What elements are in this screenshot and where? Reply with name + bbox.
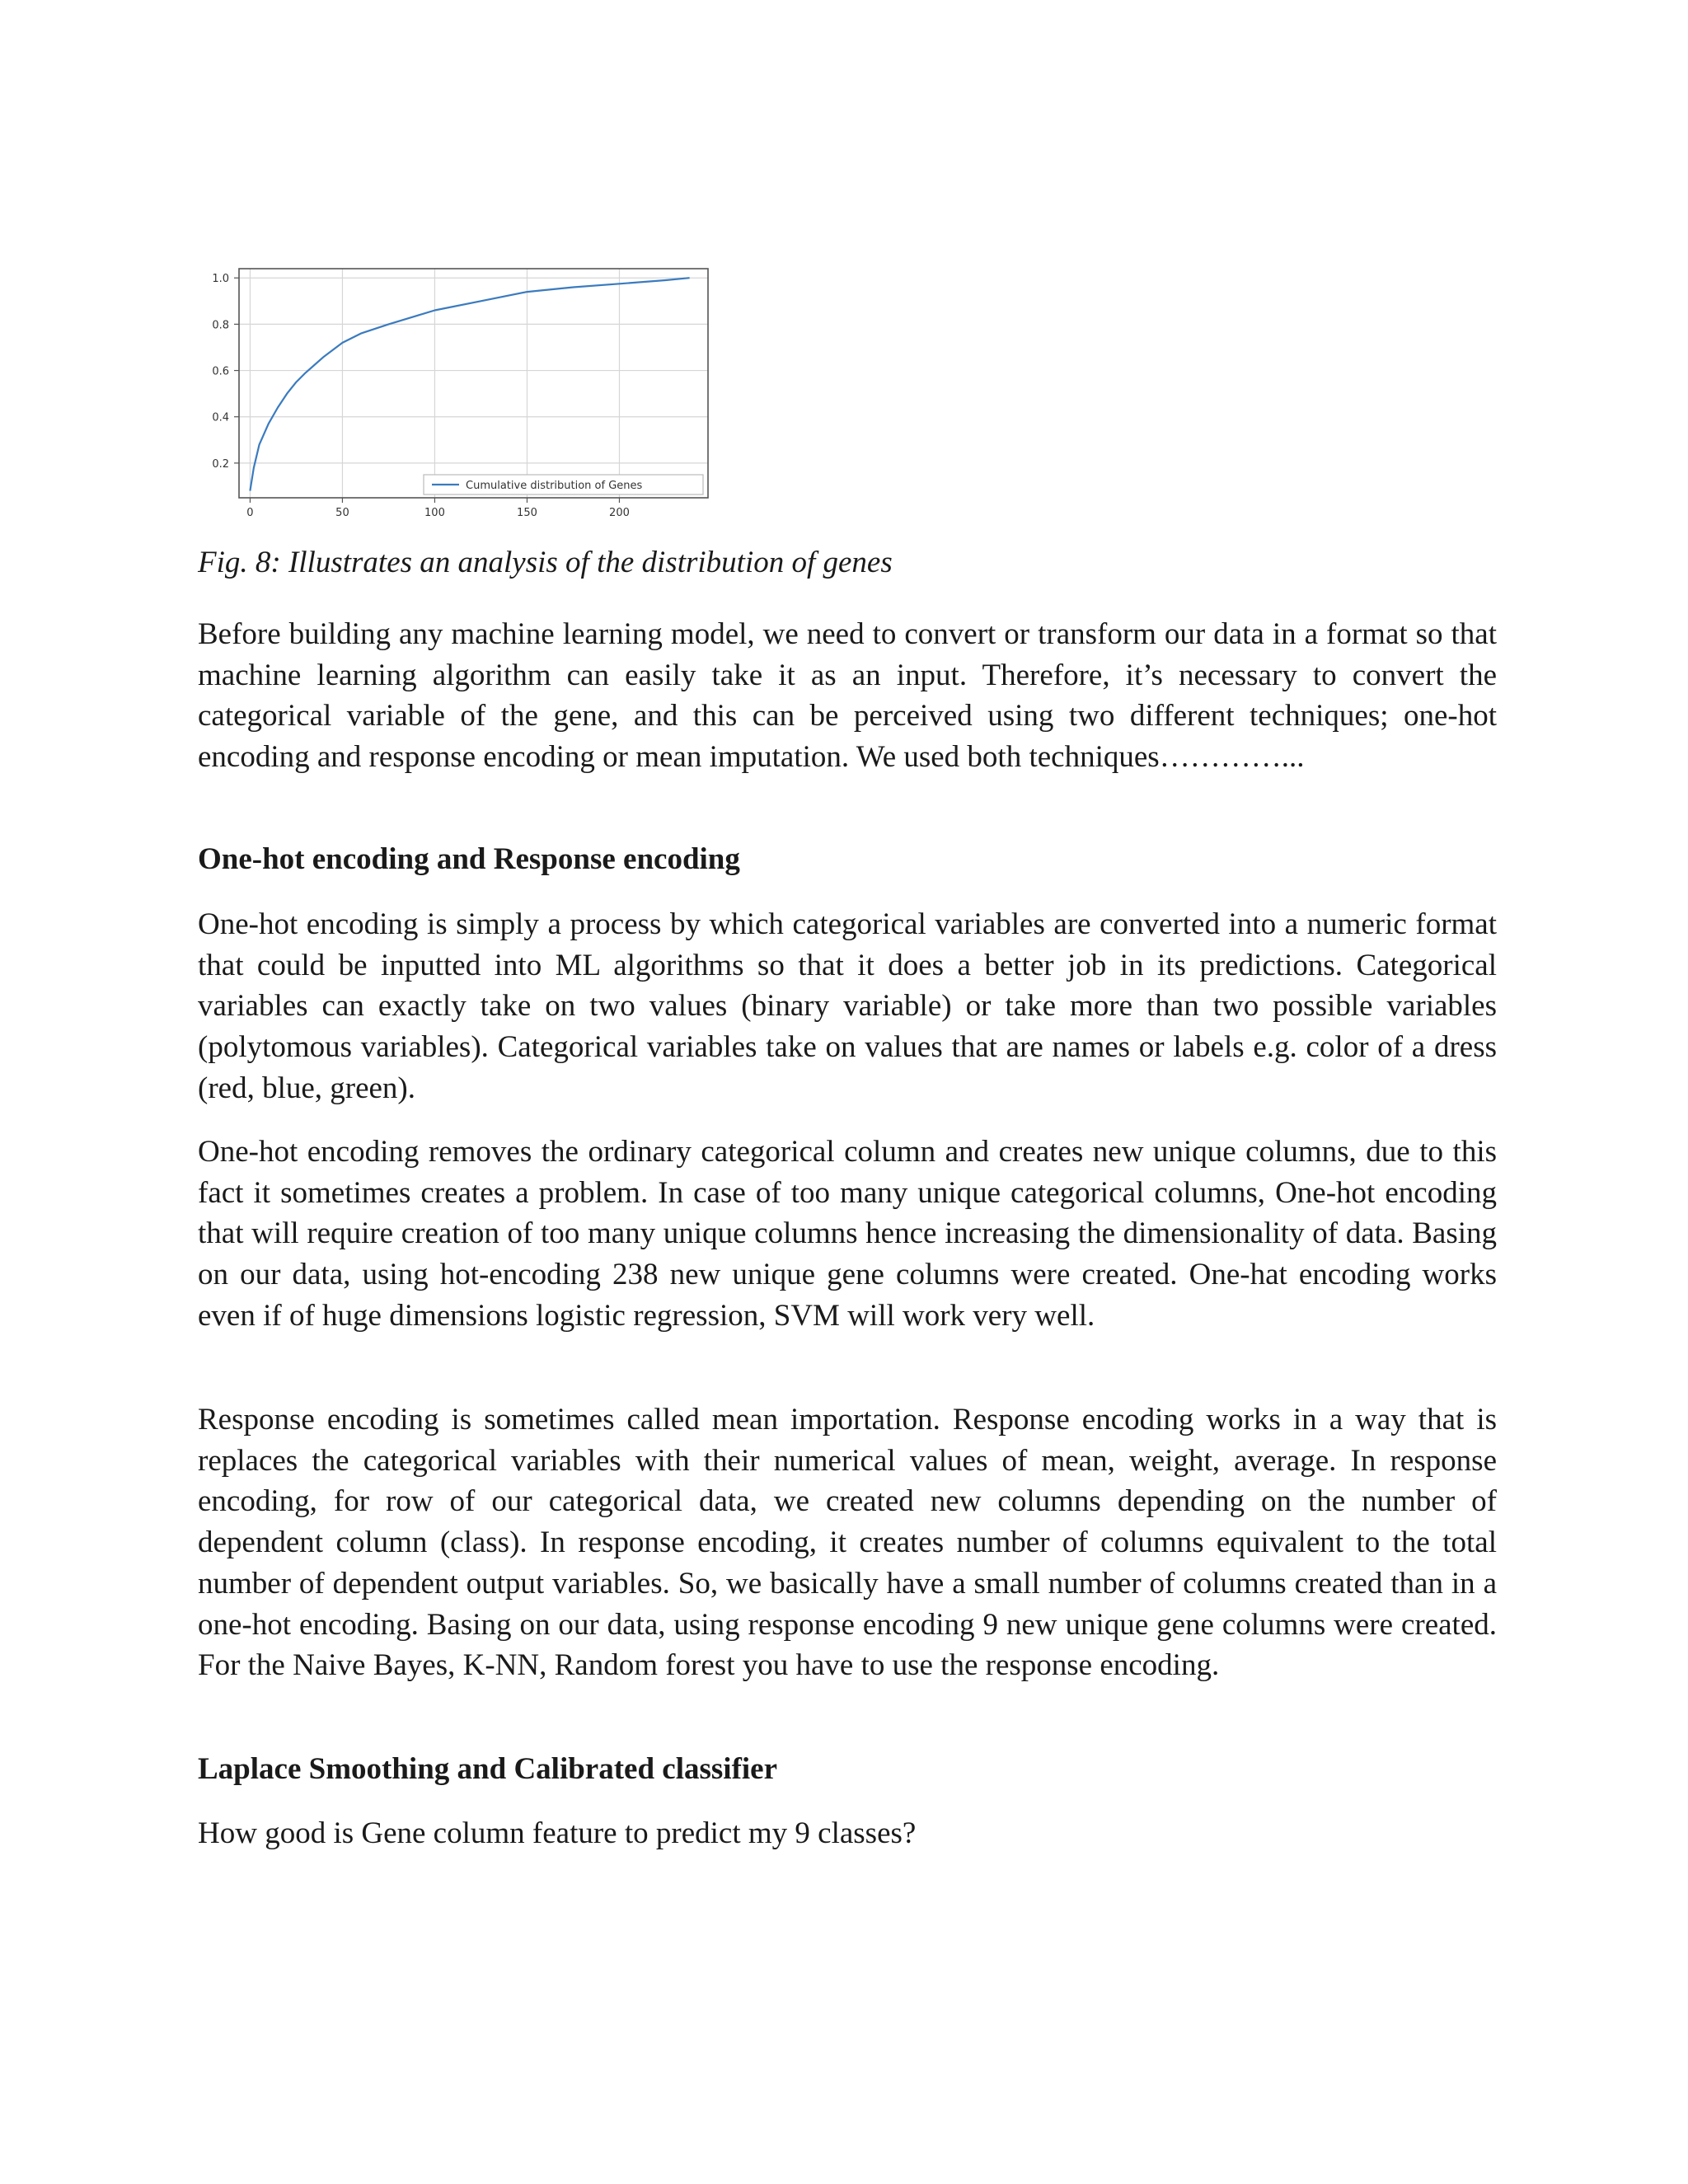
x-tick-label: 100 [424,507,445,519]
chart-svg [191,262,725,524]
paragraph-one-hot: One-hot encoding is simply a process by which categorical variables are converted into a numeric format that could be inputted into ML algorithms so that it does a better job in its predictions. Categorical variables can exactly take on two values (binary variable) or take more than two possible variables (polytomous variables). Categorical variables take on values that are names or labels e.g. color of a dress (red, blue, green). [198,907,1497,1105]
section-heading-laplace: Laplace Smoothing and Calibrated classifier [198,1752,778,1786]
paragraph-response-encoding: Response encoding is sometimes called mean importation. Response encoding works in a way that is replaces the categorical variables with their numerical values of mean, weight, average. In response encoding, for row of our categorical data, we created new columns depending on the number of dependent column (class). In response encoding, it creates number of columns equivalent to the total number of dependent output variables. So, we basically have a small number of columns created than in a one-hot encoding. Basing on our data, using response encoding 9 new unique gene columns were created. For the Naive Bayes, K-NN, Random forest you have to use the response encoding. [198,1403,1497,1683]
x-tick-label: 200 [609,507,630,519]
x-tick-label: 50 [335,507,349,519]
chart-legend [424,475,703,494]
paragraph-one-hot-columns: One-hot encoding removes the ordinary categorical column and creates new unique columns, due to this fact it sometimes creates a problem. In case of too many unique categorical columns, One-hot encoding that will require creation of too many unique columns hence increasing the dimensionality of data. Basing on our data, using hot-encoding 238 new unique gene columns were created. One-hat encoding works even if of huge dimensions logistic regression, SVM will work very well. [198,1135,1497,1333]
y-tick-label: 0.2 [212,457,229,471]
x-tick-label: 0 [246,507,254,519]
paragraph-question: How good is Gene column feature to predict my 9 classes? [198,1816,917,1850]
x-tick-label: 150 [517,507,537,519]
paragraph-intro: Before building any machine learning model, we need to convert or transform our data in a format so that machine learning algorithm can easily take it as an input. Therefore, it’s necessary to convert the categorical variable of the gene, and this can be perceived using two different techniques; one-hot encoding and response encoding or mean imputation. We used both techniques…………... [198,617,1497,775]
y-tick-label: 0.6 [212,365,229,378]
series-line-cumulative-genes [250,278,689,490]
chart-series [250,278,689,490]
legend-label: Cumulative distribution of Genes [466,480,643,492]
section-heading-encoding: One-hot encoding and Response encoding [198,842,740,876]
y-tick-label: 0.4 [212,411,229,424]
gene-distribution-chart [191,262,725,524]
figure-caption: Fig. 8: Illustrates an analysis of the distribution of genes [198,546,893,579]
y-tick-label: 1.0 [212,273,229,286]
y-tick-label: 0.8 [212,319,229,332]
